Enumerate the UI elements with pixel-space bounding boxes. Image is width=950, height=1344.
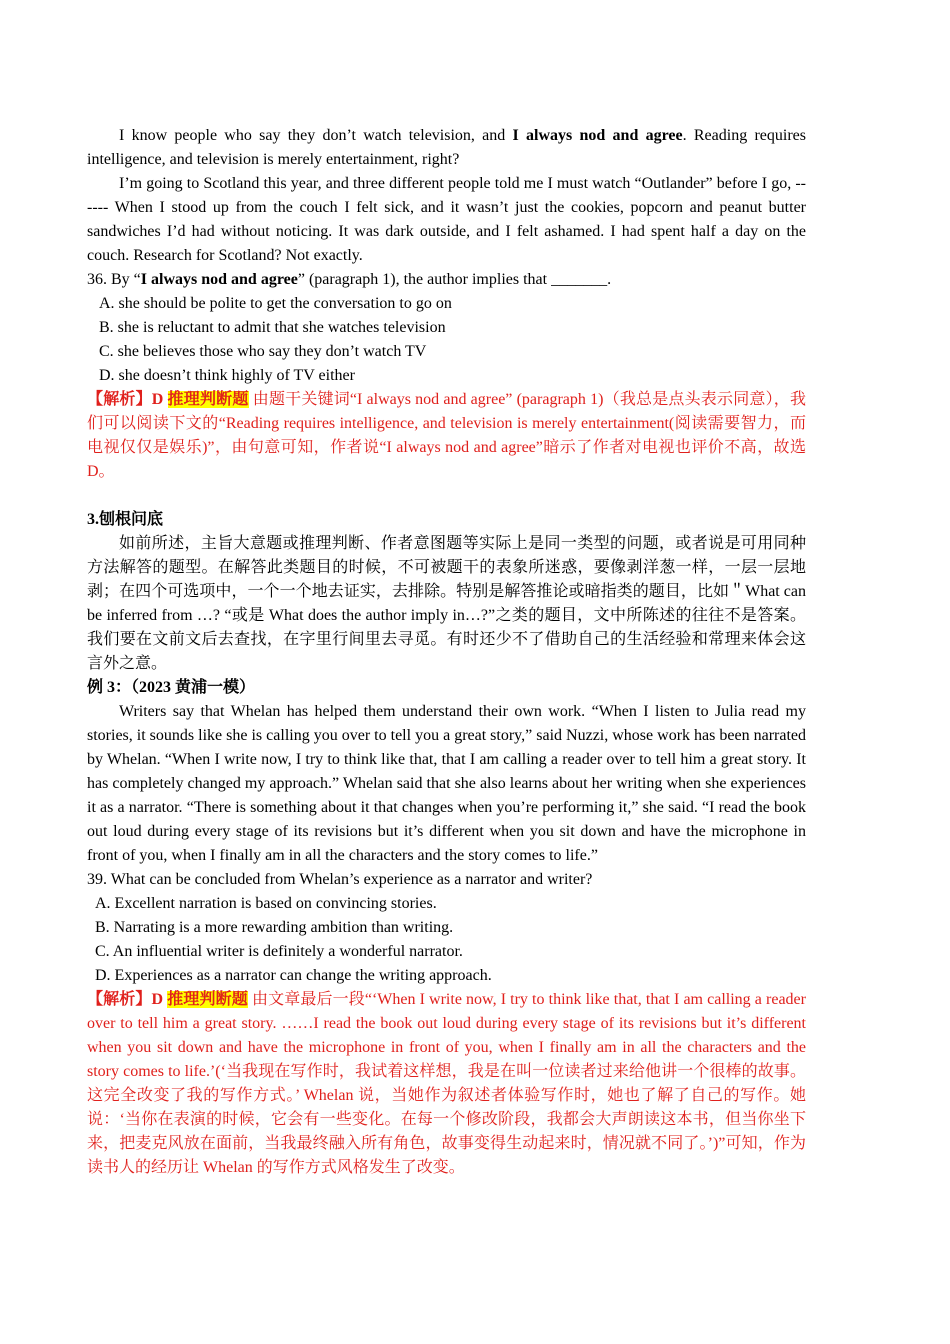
question39-option-b: B. Narrating is a more rewarding ambition than writing.: [95, 919, 454, 936]
question39-option-c: C. An influential writer is definitely a wonderful narrator.: [95, 943, 463, 960]
section-body: 如前所述，主旨大意题或推理判断、作者意图题等实际上是同一类型的问题，或者说是可用同种方法解答的题型。在解答此类题目的时候，不可被题干的表象所迷惑，要像剥洋葱一样，一层一层地剥；在四个可选项中，一个一个地去证实，去排除。特别是解答推论或暗指类的题目，比如＂What can be inferred from …? “或是 What does the author imply in…?”之类的题目，文中所陈述的往往不是答案。我们要在文前文后去查找，在字里行间里去寻觅。有时还少不了借助自己的生活经验和常理来体会这言外之意。: [87, 535, 806, 672]
document-page: [87, 124, 806, 1180]
section-heading: 3.刨根问底: [87, 511, 164, 528]
question-type-tag: 推理判断题: [167, 391, 249, 408]
question39-option-d: D. Experiences as a narrator can change the writing approach.: [95, 967, 492, 984]
question36-option-c: C. she believes those who say they don’t watch TV: [99, 343, 427, 360]
passage1-paragraph1: I know people who say they don’t watch television, and I always nod and agree. Reading requires intelligence, and television is merely entertainment, right?: [87, 127, 806, 168]
analysis36: 【解析】D 推理判断题 由题干关键词“I always nod and agree” (paragraph 1)（我总是点头表示同意），我们可以阅读下文的“Reading requires intelligence, and television is merely entertainment(阅读需要智力，而电视仅仅是娱乐)”，由句意可知，作者说“I always nod and agree”暗示了作者对电视也评价不高，故选 D。: [87, 391, 806, 480]
passage2-paragraph: Writers say that Whelan has helped them understand their own work. “When I listen to Julia read my stories, it sounds like she is calling you over to tell you a great story,” said Nuzzi, whose work has been narrated by Whelan. “When I write now, I try to think like that, that I am calling a reader over to tell him a great story. It has completely changed my approach.” Whelan said that she also learns about her writing when she experiences it as a narrator. “There is something about it that changes when you’re performing it,” she said. “I read the book out loud during every stage of its revisions but it’s different when you sit down and have the microphone in front of you, when I finally am in all the characters and the story comes to life.”: [87, 703, 806, 864]
bold-phrase: I always nod and agree: [512, 127, 683, 144]
question36-option-b: B. she is reluctant to admit that she watches television: [99, 319, 446, 336]
example-heading: 例 3：（2023 黄浦一模）: [87, 679, 256, 696]
question36-option-a: A. she should be polite to get the conversation to go on: [99, 295, 452, 312]
question-type-tag: 推理判断题: [167, 991, 248, 1008]
passage1-paragraph2: I’m going to Scotland this year, and three different people told me I must watch “Outlander” before I go, ------ When I stood up from the couch I felt sick, and it wasn’t just the cookies, popcorn and peanut butter sandwiches I’d had without noticing. It was dark outside, and I felt ashamed. I had spent half a day on the couch. Research for Scotland? Not exactly.: [87, 175, 806, 264]
question39-stem: 39. What can be concluded from Whelan’s experience as a narrator and writer?: [87, 871, 593, 888]
analysis39: 【解析】D 推理判断题 由文章最后一段“‘When I write now, I try to think like that, that I am calling a reader over to tell him a great story. ……I read the book out loud during every stage of its revisions but it’s different when you sit down and have the microphone in front of you, when I finally am in all the characters and the story comes to life.’(‘当我现在写作时，我试着这样想，我是在叫一位读者过来给他讲一个很棒的故事。这完全改变了我的写作方式。’ Whelan 说，当她作为叙述者体验写作时，她也了解了自己的写作。她说：‘当你在表演的时候，它会有一些变化。在每一个修改阶段，我都会大声朗读这本书，但当你坐下来，把麦克风放在面前，当我最终融入所有角色，故事变得生动起来时，情况就不同了。’)”可知，作为读书人的经历让 Whelan 的写作方式风格发生了改变。: [87, 991, 806, 1176]
question36-option-d: D. she doesn’t think highly of TV either: [99, 367, 355, 384]
analysis-label: 【解析】D: [87, 391, 168, 408]
spacer: [87, 484, 806, 508]
question39-option-a: A. Excellent narration is based on convincing stories.: [95, 895, 437, 912]
question36-stem: 36. By “I always nod and agree” (paragraph 1), the author implies that _______.: [87, 271, 612, 288]
analysis-label: 【解析】D: [87, 991, 168, 1008]
